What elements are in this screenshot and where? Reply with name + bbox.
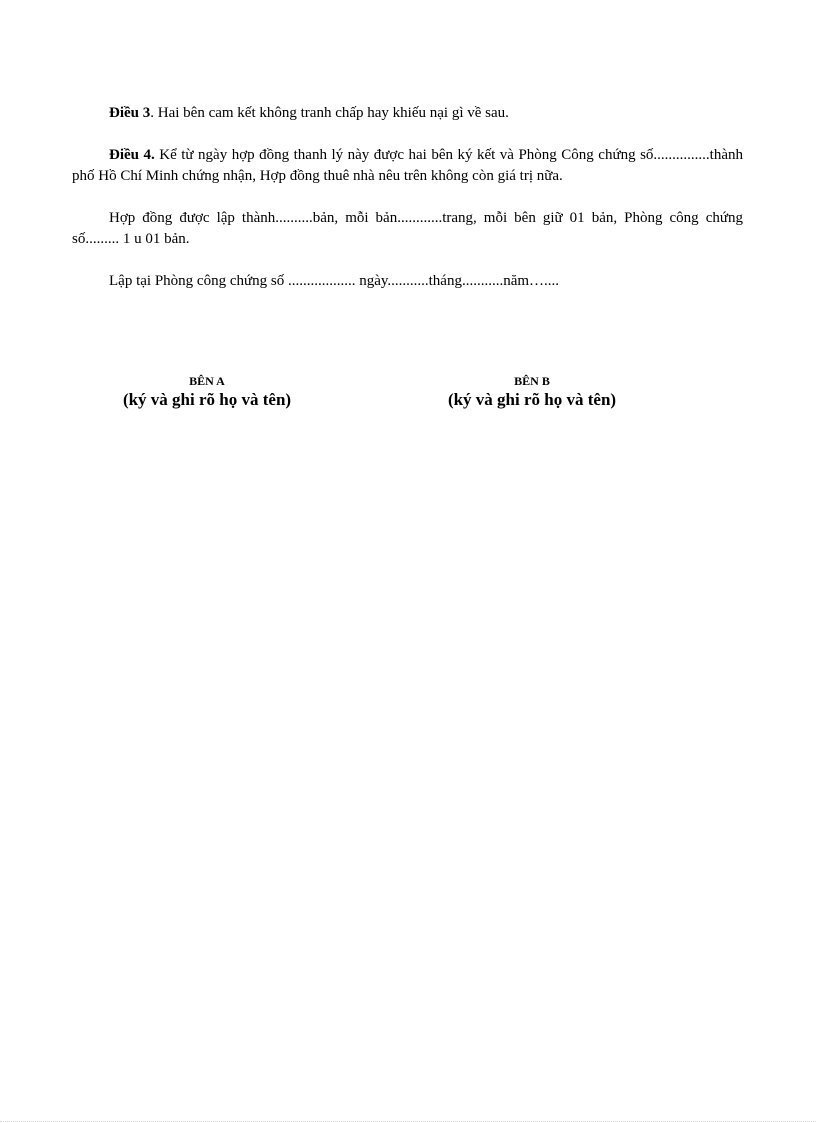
article-4-text: Kể từ ngày hợp đồng thanh lý này được hai bên ký kết và Phòng Công chứng số...............thành phố Hồ Chí Minh chứng nhận, Hợp đồng thuê nhà nêu trên không còn giá trị nữa. (72, 147, 743, 184)
party-a-sign-note: (ký và ghi rõ họ và tên) (122, 390, 292, 409)
place-date-paragraph: Lập tại Phòng công chứng số .................. ngày...........tháng...........năm….... (109, 273, 560, 289)
document-body (72, 103, 743, 313)
article-3-text: . Hai bên cam kết không tranh chấp hay khiếu nại gì về sau. (150, 105, 509, 121)
page-bottom-rule (0, 1121, 816, 1122)
signature-party-a (87, 373, 327, 411)
party-b-sign-note: (ký và ghi rõ họ và tên) (447, 390, 617, 409)
party-b-title: BÊN B (514, 374, 550, 388)
article-4-heading: Điều 4. (109, 147, 155, 163)
signature-party-b (412, 373, 652, 411)
party-a-title: BÊN A (189, 374, 225, 388)
copies-paragraph: Hợp đồng được lập thành..........bản, mỗi bản............trang, mỗi bên giữ 01 bản, Phòng công chứng số......... 1 u 01 bản. (72, 210, 743, 247)
article-3-paragraph (72, 103, 743, 124)
signature-row (0, 373, 816, 423)
article-4-paragraph (72, 145, 743, 187)
article-3-heading: Điều 3 (109, 105, 151, 121)
